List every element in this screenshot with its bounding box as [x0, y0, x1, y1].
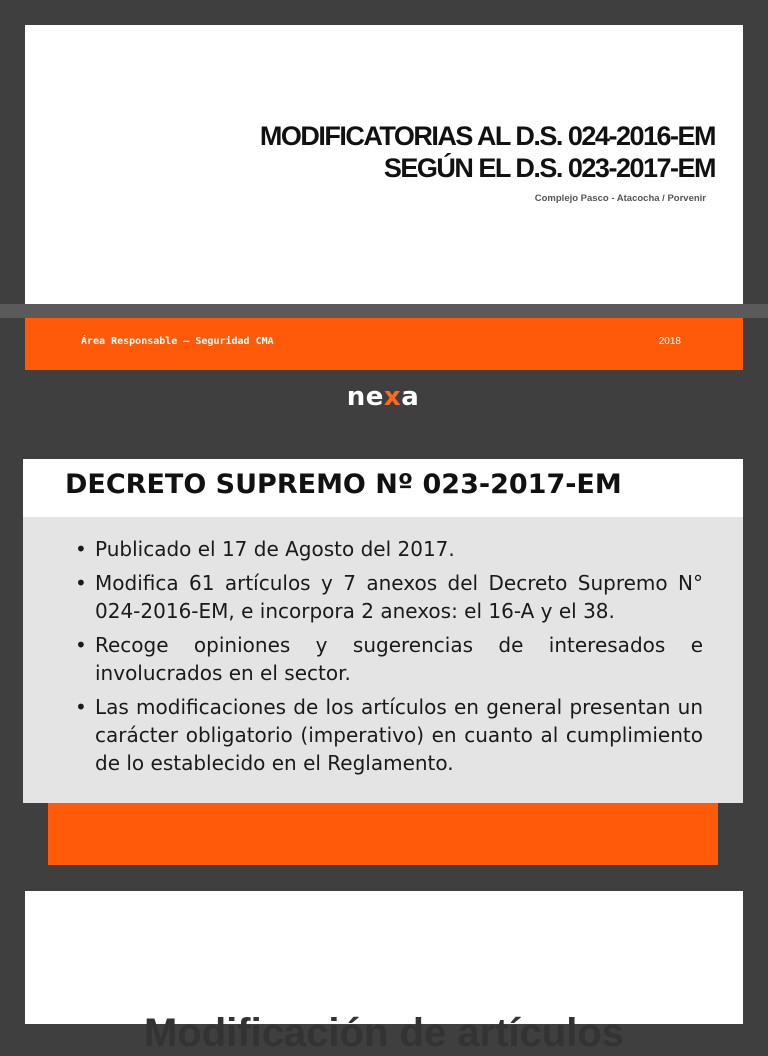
logo-band: [48, 370, 718, 432]
decree-title-box: [23, 459, 743, 517]
bullet-glyph: •: [75, 633, 87, 657]
logo-part-1: ne: [346, 382, 384, 412]
decree-content: [23, 517, 743, 803]
decree-title: DECRETO SUPREMO Nº 023-2017-EM: [65, 469, 622, 500]
footer-bar: [25, 318, 743, 370]
decree-footer-bar: [48, 803, 718, 865]
next-slide-title: Modificación de artículos: [143, 1011, 625, 1055]
logo-part-x: x: [383, 382, 402, 412]
bullet-glyph: •: [75, 537, 87, 561]
responsible-area-label: Área Responsable – Seguridad CMA: [81, 336, 274, 347]
next-slide: [25, 891, 743, 1055]
bullet-text: Publicado el 17 de Agosto del 2017.: [95, 537, 455, 561]
bullet-text: Recoge opiniones y sugerencias de interesados e involucrados en el sector.: [95, 633, 703, 685]
bullet-text: Modifica 61 artículos y 7 anexos del Decreto Supremo N° 024-2016-EM, e incorpora 2 anexos: el 16-A y el 38.: [95, 571, 703, 623]
title-line-2: SEGÚN EL D.S. 023-2017-EM: [383, 153, 715, 183]
slide-divider: [0, 304, 768, 318]
bullet-glyph: •: [75, 571, 87, 595]
bullet-glyph: •: [75, 695, 87, 719]
list-item: [71, 569, 703, 625]
list-item: [71, 693, 703, 777]
bullet-text: Las modificaciones de los artículos en general presentan un carácter obligatorio (imperativo) en cuanto al cumplimiento de lo establecido en el Reglamento.: [95, 695, 703, 775]
year-label: 2018: [658, 336, 681, 347]
list-item: [71, 535, 703, 563]
title-line-1: MODIFICATORIAS AL D.S. 024-2016-EM: [259, 121, 715, 151]
list-item: [71, 631, 703, 687]
nexa-logo: [48, 382, 718, 412]
logo-part-2: a: [401, 382, 420, 412]
title-slide-heading: [115, 120, 715, 184]
bullet-list: [71, 535, 703, 783]
title-slide-subtitle: Complejo Pasco - Atacocha / Porvenir: [534, 193, 706, 204]
